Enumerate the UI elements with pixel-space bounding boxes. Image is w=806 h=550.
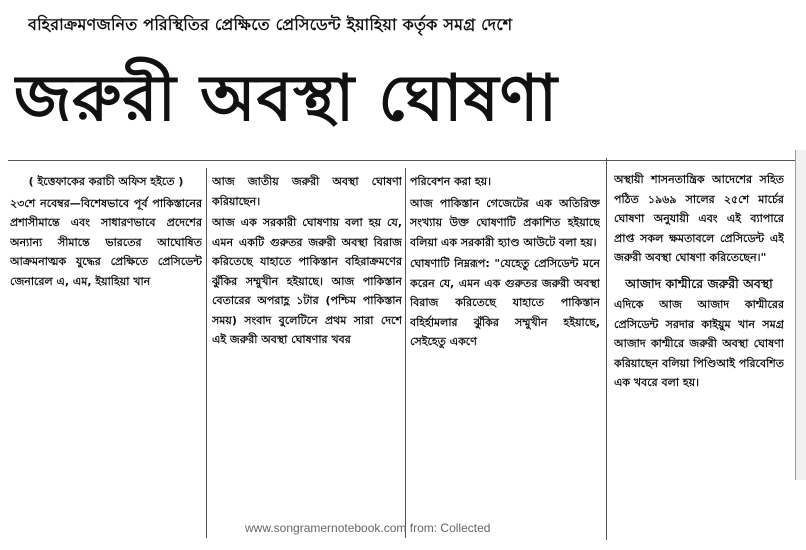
column-rule-1 [206, 168, 207, 538]
column-2-paragraph-2: আজ এক সরকারী ঘোষণায় বলা হয় যে, এমন একটি গুরুতর জরুরী অবস্থা বিরাজ করিতেছে যাহাতে পাকিস্তান বহিরাক্রমণের ঝুঁকির সম্মুখীন হইয়াছে। আজ পাকিস্তান বেতারের অপরাহ্ণ ১টার (পশ্চিম পাকিস্তান সময়) সংবাদ বুলেটিনে প্রথম সারা দেশে এই জরুরী অবস্থা ঘোষণার খবর [212, 216, 402, 346]
headline: জরুরী অবস্থা ঘোষণা [14, 62, 559, 136]
article-column-3 [410, 172, 600, 472]
column-rule-3 [606, 158, 607, 540]
adjacent-clipping-edge [795, 150, 806, 480]
source-watermark: www.songramernotebook.com from: Collected [245, 521, 491, 535]
article-column-4 [614, 170, 784, 528]
column-3-paragraph-3: ঘোষণাটি নিম্নরূপ: "যেহেতু প্রেসিডেন্ট মনে করেন যে, এমন এক গুরুতর জরুরী অবস্থা বিরাজ করিতেছে যাহাতে পাকিস্তান বহির্হামলার ঝুঁকির সম্মুখীন হইয়াছে, সেইহেতু একণে [410, 257, 600, 348]
dateline: ( ইত্তেফাকের করাচী অফিস হইতে ) [28, 175, 184, 188]
column-3-paragraph-2: আজ পাকিস্তান গেজেটের এক অতিরিক্ত সংখ্যায় উক্ত ঘোষণাটি প্রকাশিত হইয়াছে বলিয়া এক সরকারী হ্যাণ্ড আউটে বলা হয়। [410, 196, 600, 249]
article-column-1 [10, 172, 202, 422]
column-3-paragraph-1: পরিবেশন করা হয়। [410, 175, 492, 188]
column-rule-2 [405, 168, 406, 538]
column-1-text: ২৩শে নবেম্বর—বিশেষভাবে পূর্ব পাকিস্তানের প্রশাসীমান্তে এবং সাধারণভাবে প্রদেশের অন্যান্য সীমান্তে ভারতের আঘোষিত আক্রমনাত্মক যুদ্ধের প্রেক্ষিতে প্রেসিডেন্ট জেনারেল এ, এম, ইয়াহিয়া খান [10, 196, 202, 288]
column-4-paragraph-2: এদিকে আজ আজাদ কাশ্মীরের প্রেসিডেন্ট সরদার কাইয়ুম খান সমগ্র আজাদ কাশ্মীরে জরুরী অবস্থা ঘোষণা করিয়াছেন বলিয়া পিণ্ডিআই পরিবেশিত এক খবরে বলা হয়। [614, 298, 784, 389]
subheading-azad-kashmir: আজাদ কাশ্মীরে জরুরী অবস্থা [625, 275, 773, 291]
header-rule [8, 160, 796, 161]
article-column-2 [212, 172, 402, 544]
column-4-paragraph-1: অস্থায়ী শাসনতান্ত্রিক আদেশের সহিত পঠিত ১৯৬৯ সালের ২৫শে মার্চের ঘোষণা অনুযায়ী এবং এই ব্যাপারে প্রাপ্ত সকল ক্ষমতাবলে প্রেসিডেন্ট এই জরুরী অবস্থা ঘোষণা করিতেছেন।" [614, 173, 784, 264]
column-2-paragraph-1: আজ জাতীয় জরুরী অবস্থা ঘোষণা করিয়াছেন। [212, 175, 402, 208]
subheadline: বহিরাক্রমণজনিত পরিস্থিতির প্রেক্ষিতে প্রেসিডেন্ট ইয়াহিয়া কর্তৃক সমগ্র দেশে [28, 15, 513, 34]
